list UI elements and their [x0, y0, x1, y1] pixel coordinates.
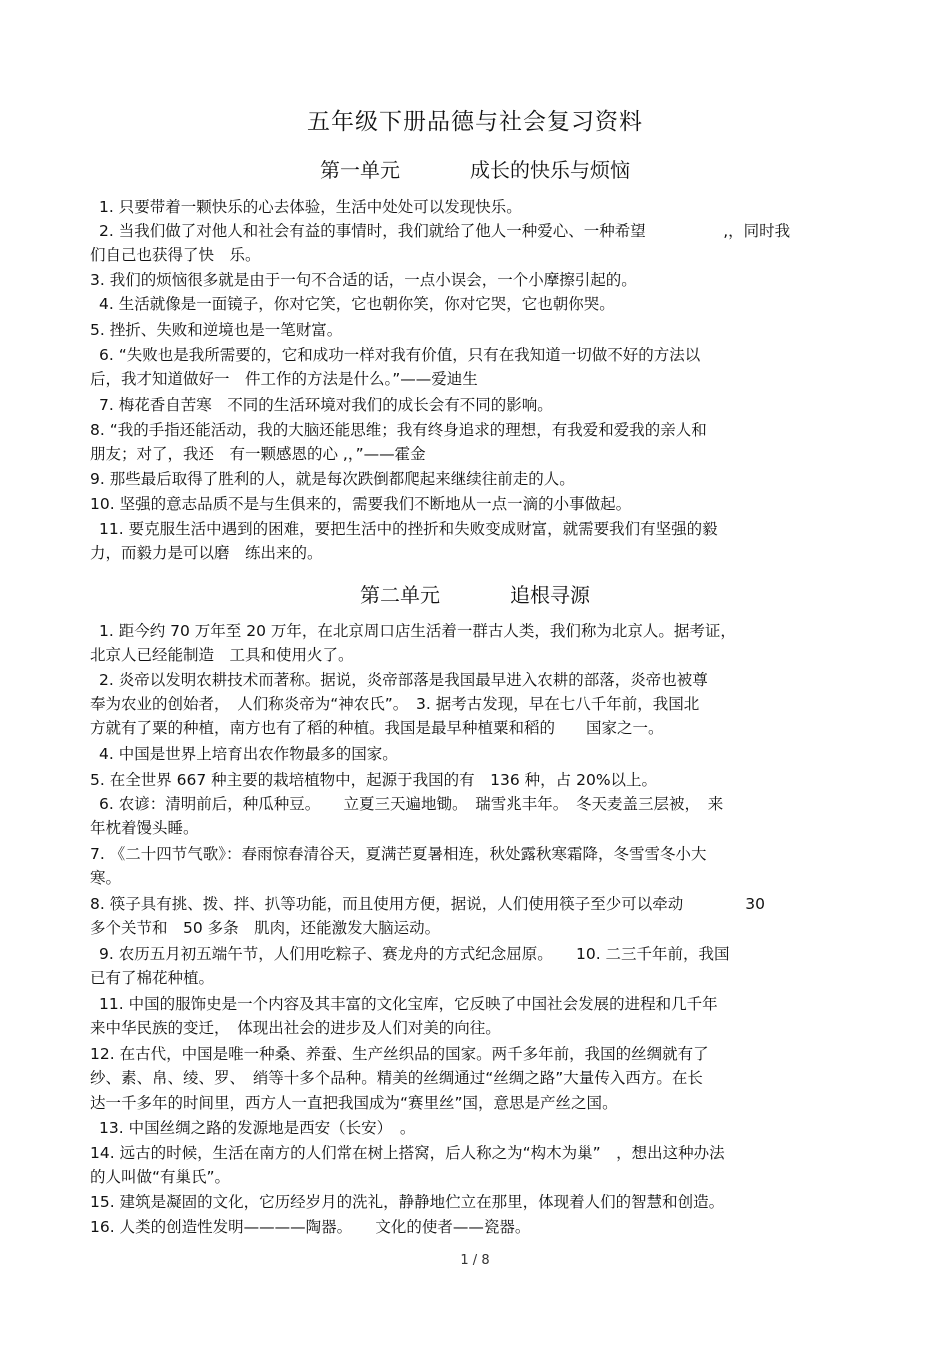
unit2-line: 2. 炎帝以发明农耕技术而著称。据说，炎帝部落是我国最早进入农耕的部落，炎帝也被尊 [99, 671, 708, 689]
unit1-line: 4. 生活就像是一面镜子，你对它笑，它也朝你笑，你对它哭，它也朝你哭。 [99, 295, 615, 313]
unit2-line: 纱、素、帛、绫、罗、 绡等十多个品种。精美的丝绸通过“丝绸之路”大量传入西方。在长 [90, 1069, 703, 1087]
unit2-line: 9. 农历五月初五端午节，人们用吃粽子、赛龙舟的方式纪念屈原。 10. 二三千年前，我国 [99, 945, 730, 963]
unit2-label: 第二单元 [360, 583, 440, 607]
unit1-line: 2. 当我们做了对他人和社会有益的事情时，我们就给了他人一种爱心、一种希望 ,，同时我 [99, 222, 791, 240]
document-title: 五年级下册品德与社会复习资料 [307, 109, 643, 135]
unit2-line: 寒。 [90, 869, 122, 887]
unit2-line: 15. 建筑是凝固的文化，它历经岁月的洗礼，静静地伫立在那里，体现着人们的智慧和创造。 [90, 1193, 725, 1211]
unit1-label: 第一单元 [320, 158, 400, 182]
unit2-heading [0, 579, 950, 608]
unit1-line: 力，而毅力是可以磨 练出来的。 [90, 544, 323, 562]
unit1-line: 朋友；对了，我还 有一颗感恩的心 ,，”——霍金 [90, 445, 426, 463]
unit1-line: 5. 挫折、失败和逆境也是一笔财富。 [90, 321, 343, 339]
unit1-line: 10. 坚强的意志品质不是与生俱来的，需要我们不断地从一点一滴的小事做起。 [90, 495, 632, 513]
unit2-line: 4. 中国是世界上培育出农作物最多的国家。 [99, 745, 398, 763]
unit2-line: 来中华民族的变迁， 体现出社会的进步及人们对美的向往。 [90, 1019, 501, 1037]
unit1-line: 9. 那些最后取得了胜利的人，就是每次跌倒都爬起来继续往前走的人。 [90, 470, 575, 488]
unit1-heading [0, 154, 950, 183]
unit1-line: 11. 要克服生活中遇到的困难，要把生活中的挫折和失败变成财富，就需要我们有坚强的毅 [99, 520, 718, 538]
page-number: 1 / 8 [460, 1253, 490, 1268]
unit2-line: 11. 中国的服饰史是一个内容及其丰富的文化宝库，它反映了中国社会发展的进程和几千年 [99, 995, 718, 1013]
unit2-line: 13. 中国丝绸之路的发源地是西安（长安） 。 [99, 1119, 416, 1137]
unit1-name: 成长的快乐与烦恼 [470, 158, 630, 182]
unit2-line: 的人叫做“有巢氏”。 [90, 1168, 231, 1186]
unit2-line: 达一千多年的时间里，西方人一直把我国成为“赛里丝”国，意思是产丝之国。 [90, 1094, 618, 1112]
unit1-line: 7. 梅花香自苦寒 不同的生活环境对我们的成长会有不同的影响。 [99, 396, 553, 414]
unit2-line: 6. 农谚：清明前后，种瓜种豆。 立夏三天遍地锄。 瑞雪兆丰年。 冬天麦盖三层被， 来 [99, 795, 724, 813]
unit1-line: 3. 我们的烦恼很多就是由于一句不合适的话，一点小误会，一个小摩擦引起的。 [90, 271, 637, 289]
unit2-line: 方就有了粟的种植，南方也有了稻的种植。我国是最早种植粟和稻的 国家之一。 [90, 719, 664, 737]
unit2-line: 14. 远古的时候，生活在南方的人们常在树上搭窝，后人称之为“构木为巢” ，想出这种办法 [90, 1144, 725, 1162]
unit2-line: 5. 在全世界 667 种主要的栽培植物中，起源于我国的有 136 种，占 20%以上。 [90, 771, 658, 789]
unit2-line: 12. 在古代，中国是唯一种桑、养蚕、生产丝织品的国家。两千多年前，我国的丝绸就有了 [90, 1045, 709, 1063]
unit2-line: 奉为农业的创始者， 人们称炎帝为“神农氏”。 3. 据考古发现，早在七八千年前，我国北 [90, 695, 700, 713]
unit2-line: 多个关节和 50 多条 肌肉，还能激发大脑运动。 [90, 919, 441, 937]
unit2-line: 8. 筷子具有挑、拨、拌、扒等功能，而且使用方便，据说，人们使用筷子至少可以牵动 30 [90, 895, 765, 913]
unit1-line: 1. 只要带着一颗快乐的心去体验，生活中处处可以发现快乐。 [99, 198, 522, 216]
unit1-line: 8. “我的手指还能活动，我的大脑还能思维；我有终身追求的理想，有我爱和爱我的亲人和 [90, 421, 707, 439]
unit2-line: 年枕着馒头睡。 [90, 819, 199, 837]
unit2-line: 北京人已经能制造 工具和使用火了。 [90, 646, 354, 664]
unit1-line: 后，我才知道做好一 件工作的方法是什么。”——爱迪生 [90, 370, 478, 388]
unit2-line: 16. 人类的创造性发明————陶器。 文化的使者——瓷器。 [90, 1218, 531, 1236]
unit1-line: 6. “失败也是我所需要的，它和成功一样对我有价值，只有在我知道一切做不好的方法以 [99, 346, 701, 364]
unit2-line: 1. 距今约 70 万年至 20 万年，在北京周口店生活着一群古人类，我们称为北京人。据考证， [99, 622, 736, 640]
unit2-line: 已有了棉花种植。 [90, 969, 215, 987]
unit2-line: 7. 《二十四节气歌》：春雨惊春清谷天，夏满芒夏暑相连，秋处露秋寒霜降，冬雪雪冬小大 [90, 845, 707, 863]
unit2-name: 追根寻源 [510, 583, 590, 607]
unit1-line: 们自己也获得了快 乐。 [90, 246, 261, 264]
